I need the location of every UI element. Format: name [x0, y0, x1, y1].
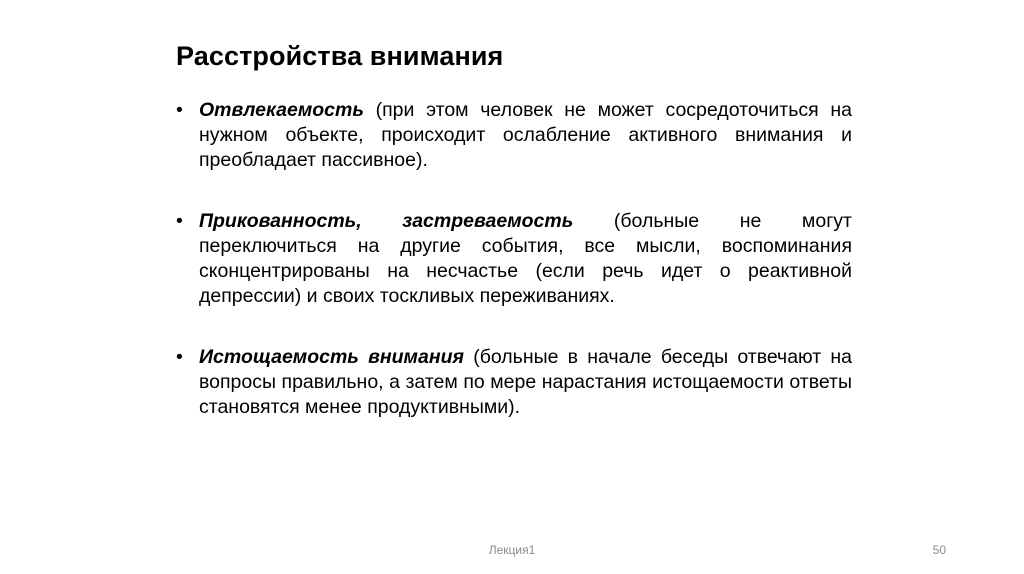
bullet-term: Прикованность, застреваемость — [199, 210, 574, 232]
bullet-text: (больные не могут переключиться на другие события, все мысли, воспоминания сконцентрированы на несчастье (если речь идет о реактивной депрессии) и своих тоскливых переживаниях. — [199, 210, 852, 307]
bullet-list — [176, 98, 852, 456]
bullet-term: Отвлекаемость — [199, 99, 364, 121]
bullet-marker: • — [176, 346, 183, 368]
bullet-item-distractibility — [176, 98, 852, 173]
slide-title: Расстройства внимания — [176, 41, 504, 71]
page-number: 50 — [932, 543, 946, 557]
bullet-marker: • — [176, 99, 183, 121]
bullet-item-fixation — [176, 209, 852, 309]
bullet-marker: • — [176, 210, 183, 232]
footer-lecture-label: Лекция1 — [488, 543, 536, 557]
bullet-item-exhaustion — [176, 345, 852, 420]
bullet-term: Истощаемость внимания — [199, 346, 464, 368]
bullet-text: (при этом человек не может сосредоточиться на нужном объекте, происходит ослабление активного внимания и преобладает пассивное). — [199, 99, 852, 171]
bullet-text: (больные в начале беседы отвечают на вопросы правильно, а затем по мере нарастания истощаемости ответы становятся менее продуктивными). — [199, 346, 852, 418]
